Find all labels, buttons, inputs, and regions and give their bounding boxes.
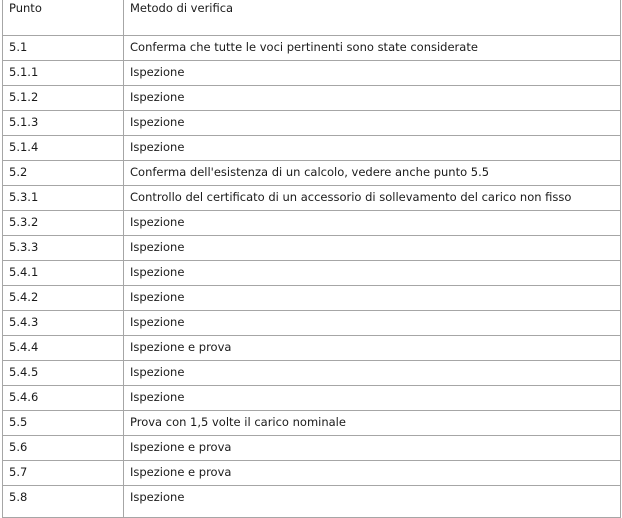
cell-metodo[interactable]: Ispezione (124, 311, 621, 336)
cell-metodo[interactable]: Ispezione (124, 111, 621, 136)
cell-metodo[interactable]: Ispezione (124, 286, 621, 311)
table-row (3, 311, 621, 336)
cell-punto[interactable]: 5.4.1 (3, 261, 124, 286)
cell-metodo[interactable]: Conferma dell'esistenza di un calcolo, vedere anche punto 5.5 (124, 161, 621, 186)
cell-punto[interactable]: 5.1 (3, 36, 124, 61)
cell-punto[interactable]: 5.2 (3, 161, 124, 186)
cell-punto[interactable]: 5.1.2 (3, 86, 124, 111)
table-row (3, 136, 621, 161)
cell-metodo[interactable]: Ispezione e prova (124, 436, 621, 461)
table-row (3, 61, 621, 86)
cell-metodo[interactable]: Ispezione e prova (124, 461, 621, 486)
table-row (3, 336, 621, 361)
cell-punto[interactable]: 5.4.5 (3, 361, 124, 386)
header-punto[interactable]: Punto (3, 0, 124, 36)
cell-metodo[interactable]: Ispezione (124, 361, 621, 386)
cell-metodo[interactable]: Ispezione (124, 261, 621, 286)
cell-punto[interactable]: 5.4.4 (3, 336, 124, 361)
cell-metodo[interactable]: Prova con 1,5 volte il carico nominale (124, 411, 621, 436)
cell-metodo[interactable]: Ispezione (124, 486, 621, 518)
table-row (3, 411, 621, 436)
table-header-row (3, 0, 621, 36)
table-row (3, 186, 621, 211)
table-row (3, 361, 621, 386)
table-row (3, 386, 621, 411)
table-row (3, 486, 621, 518)
table-row (3, 436, 621, 461)
table-row (3, 36, 621, 61)
table-row (3, 286, 621, 311)
cell-punto[interactable]: 5.4.3 (3, 311, 124, 336)
table-row (3, 461, 621, 486)
cell-metodo[interactable]: Ispezione (124, 136, 621, 161)
cell-punto[interactable]: 5.7 (3, 461, 124, 486)
cell-punto[interactable]: 5.1.1 (3, 61, 124, 86)
cell-metodo[interactable]: Conferma che tutte le voci pertinenti sono state considerate (124, 36, 621, 61)
cell-punto[interactable]: 5.3.3 (3, 236, 124, 261)
cell-punto[interactable]: 5.8 (3, 486, 124, 518)
cell-punto[interactable]: 5.4.6 (3, 386, 124, 411)
cell-punto[interactable]: 5.1.4 (3, 136, 124, 161)
table-row (3, 86, 621, 111)
header-metodo[interactable]: Metodo di verifica (124, 0, 621, 36)
cell-metodo[interactable]: Controllo del certificato di un accessorio di sollevamento del carico non fisso (124, 186, 621, 211)
cell-punto[interactable]: 5.3.2 (3, 211, 124, 236)
cell-metodo[interactable]: Ispezione (124, 211, 621, 236)
verification-table (2, 0, 621, 518)
cell-metodo[interactable]: Ispezione (124, 236, 621, 261)
cell-metodo[interactable]: Ispezione (124, 386, 621, 411)
cell-punto[interactable]: 5.3.1 (3, 186, 124, 211)
cell-punto[interactable]: 5.6 (3, 436, 124, 461)
cell-punto[interactable]: 5.1.3 (3, 111, 124, 136)
table-row (3, 111, 621, 136)
table-row (3, 261, 621, 286)
table-row (3, 236, 621, 261)
cell-metodo[interactable]: Ispezione (124, 86, 621, 111)
cell-metodo[interactable]: Ispezione e prova (124, 336, 621, 361)
table-row (3, 211, 621, 236)
table-row (3, 161, 621, 186)
cell-punto[interactable]: 5.4.2 (3, 286, 124, 311)
cell-metodo[interactable]: Ispezione (124, 61, 621, 86)
cell-punto[interactable]: 5.5 (3, 411, 124, 436)
